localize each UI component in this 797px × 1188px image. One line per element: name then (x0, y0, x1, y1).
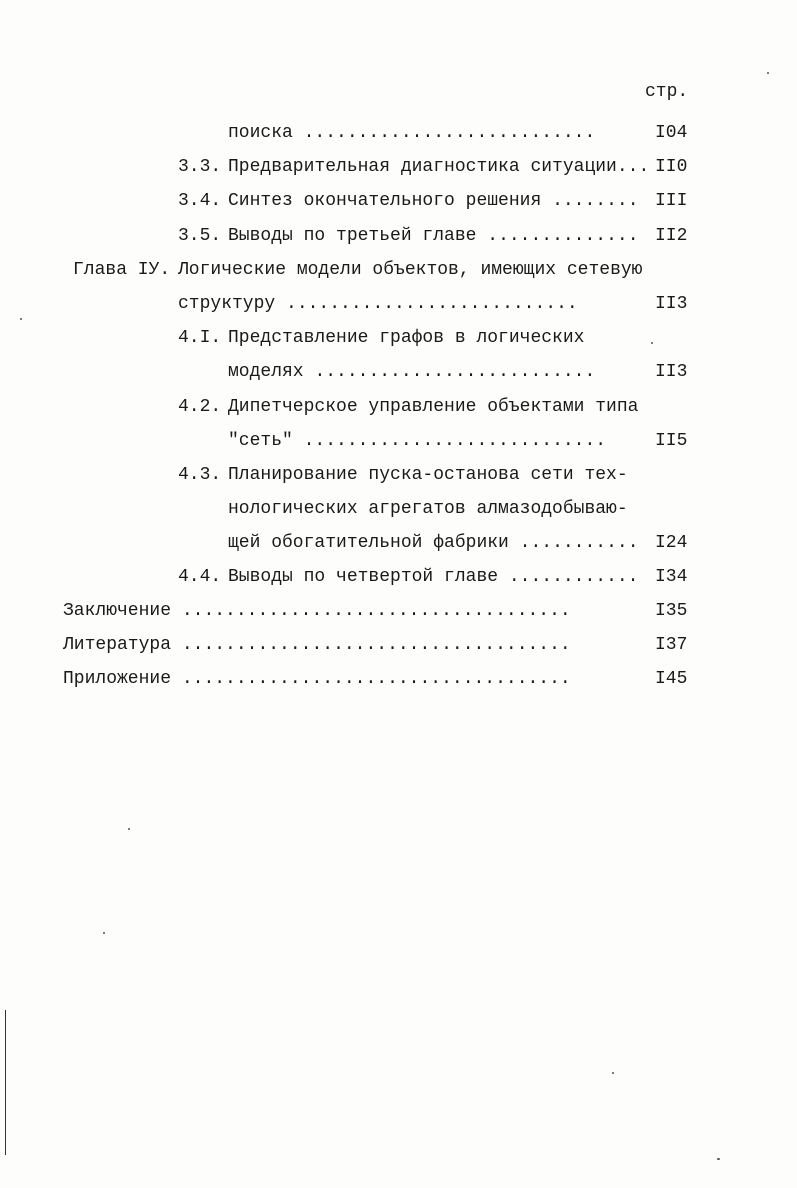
toc-entry-number: 3.3. (178, 157, 222, 177)
toc-entry-text: Приложение .................................... (63, 669, 571, 689)
toc-entry-text-line1: Логические модели объектов, имеющих сетевую (178, 260, 643, 280)
toc-entry-text: Синтез окончательного решения ........ (228, 191, 639, 211)
toc-entry-page: II2 (655, 226, 688, 246)
toc-entry-text: Выводы по четвертой главе ............ (228, 567, 639, 587)
toc-entry-number: 4.2. (178, 397, 222, 417)
scan-speck (717, 1158, 720, 1160)
toc-entry-text-line2: структуру ........................... (178, 294, 578, 314)
scan-speck (128, 828, 130, 830)
toc-entry-text: Выводы по третьей главе .............. (228, 226, 639, 246)
toc-entry-page: I04 (655, 123, 688, 143)
toc-entry-text-line3: щей обогатительной фабрики ........... (228, 533, 639, 553)
toc-entry-text: Литература .................................... (63, 635, 571, 655)
scan-speck (767, 72, 769, 74)
toc-entry-number: 3.5. (178, 226, 222, 246)
toc-entry-page: I35 (655, 601, 688, 621)
toc-entry-page: I37 (655, 635, 688, 655)
toc-entry-text-line1: Планирование пуска-останова сети тех- (228, 465, 628, 485)
scan-speck (20, 318, 22, 320)
toc-entry-page: II5 (655, 431, 688, 451)
toc-entry-page: I45 (655, 669, 688, 689)
toc-entry-text-line1: Представление графов в логических (228, 328, 585, 348)
page-label: стр. (645, 82, 689, 102)
toc-entry-text-line2: моделях .......................... (228, 362, 596, 382)
scan-edge-line (5, 1010, 6, 1155)
toc-entry-number: 3.4. (178, 191, 222, 211)
toc-entry-number: 4.I. (178, 328, 222, 348)
scan-speck (612, 1072, 614, 1074)
scan-speck (103, 932, 105, 934)
toc-entry-page: I24 (655, 533, 688, 553)
toc-entry-text-line2: "сеть" ............................ (228, 431, 607, 451)
toc-entry-page: II3 (655, 294, 688, 314)
toc-entry-page: III (655, 191, 688, 211)
toc-entry-page: II3 (655, 362, 688, 382)
toc-entry-text-line2: нологических агрегатов алмазодобываю- (228, 499, 628, 519)
toc-entry-page: I34 (655, 567, 688, 587)
scan-speck (651, 342, 653, 344)
toc-entry-text: поиска ........................... (228, 123, 596, 143)
toc-entry-number: 4.4. (178, 567, 222, 587)
toc-entry-number: 4.3. (178, 465, 222, 485)
toc-entry-text-line1: Дипетчерское управление объектами типа (228, 397, 639, 417)
toc-entry-page: II0 (655, 157, 688, 177)
toc-entry-text: Заключение .................................... (63, 601, 571, 621)
toc-entry-text: Предварительная диагностика ситуации... (228, 157, 650, 177)
toc-entry-number: Глава IУ. (73, 260, 171, 280)
